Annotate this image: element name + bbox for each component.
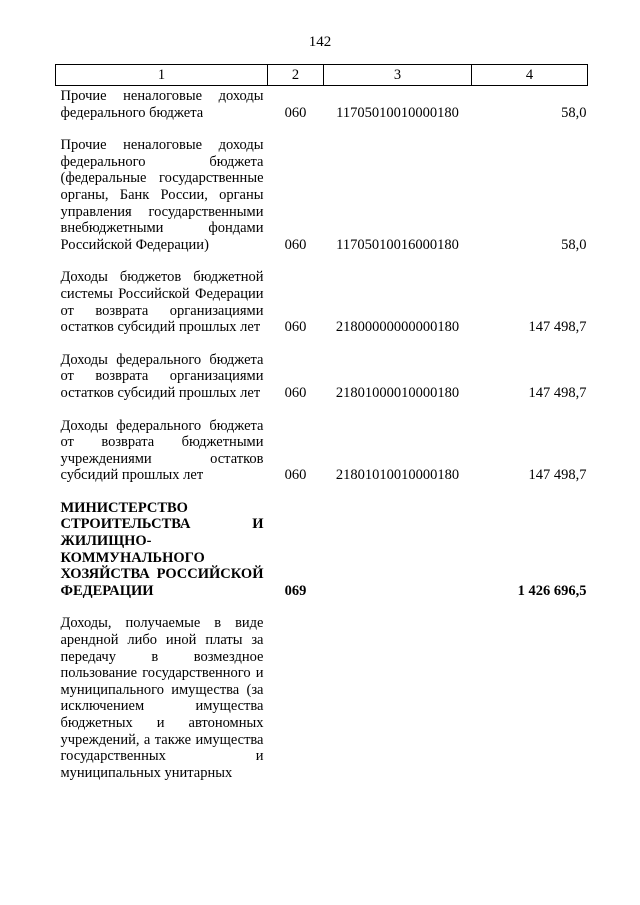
row-spacer [56,253,588,267]
row-admin-code: 060 [284,236,307,253]
row-admin-code: 060 [284,467,307,484]
row-revenue-code: 21800000000000180 [335,319,460,336]
row-amount: 147 498,7 [528,467,587,484]
row-admin-code [268,613,324,781]
row-revenue-code: 21801000010000180 [335,384,460,401]
row-amount: 58,0 [561,104,587,121]
table-row [56,613,588,781]
row-name: Доходы, получаемые в виде арендной либо иной платы за передачу в возмездное пользование государственного и муниципального имущества (за исключением имущества бюджетных и автономных учреждений, а также имущества государственных и муниципальных унитарных [60,615,264,781]
row-amount: 1 426 696,5 [517,582,587,599]
row-name: Прочие неналоговые доходы федерального бюджета [60,88,264,121]
row-admin-code: 060 [284,319,307,336]
row-revenue-code: 11705010016000180 [336,236,459,253]
row-name: Доходы бюджетов бюджетной системы Российской Федерации от возврата организациями остатков субсидий прошлых лет [60,269,264,336]
table-row [56,267,588,335]
row-amount: 147 498,7 [528,319,587,336]
table-row [56,135,588,253]
row-amount [472,613,588,781]
budget-revenue-table [55,64,588,781]
table-row-ministry [56,498,588,600]
row-admin-code: 060 [284,104,307,121]
column-header-4: 4 [472,65,588,86]
row-revenue-code [324,613,472,781]
row-admin-code: 060 [284,384,307,401]
column-header-3: 3 [324,65,472,86]
column-header-2: 2 [268,65,324,86]
table-row [56,86,588,122]
page-number: 142 [308,34,332,50]
table-row [56,416,588,484]
row-name: Доходы федерального бюджета от возврата бюджетными учреждениями остатков субсидий прошлых лет [60,417,264,484]
row-name: Прочие неналоговые доходы федерального бюджета (федеральные государственные органы, Банк России, органы управления государственными внебюджетными фондами Российской Федерации) [60,137,264,253]
row-revenue-code: 11705010010000180 [336,104,459,121]
row-spacer [56,336,588,350]
row-spacer [56,599,588,613]
row-name: Доходы федерального бюджета от возврата организациями остатков субсидий прошлых лет [60,351,264,401]
row-spacer [56,121,588,135]
table-header-row [56,65,588,86]
row-revenue-code: 21801010010000180 [335,467,460,484]
row-name: МИНИСТЕРСТВО СТРОИТЕЛЬСТВА И ЖИЛИЩНО-КОММУНАЛЬНОГО ХОЗЯЙСТВА РОССИЙСКОЙ ФЕДЕРАЦИИ [60,499,264,599]
row-spacer [56,402,588,416]
row-spacer [56,484,588,498]
row-amount: 147 498,7 [528,384,587,401]
row-admin-code: 069 [284,582,307,599]
row-amount: 58,0 [561,236,587,253]
column-header-1: 1 [56,65,268,86]
table-row [56,350,588,402]
row-revenue-code [324,498,472,600]
